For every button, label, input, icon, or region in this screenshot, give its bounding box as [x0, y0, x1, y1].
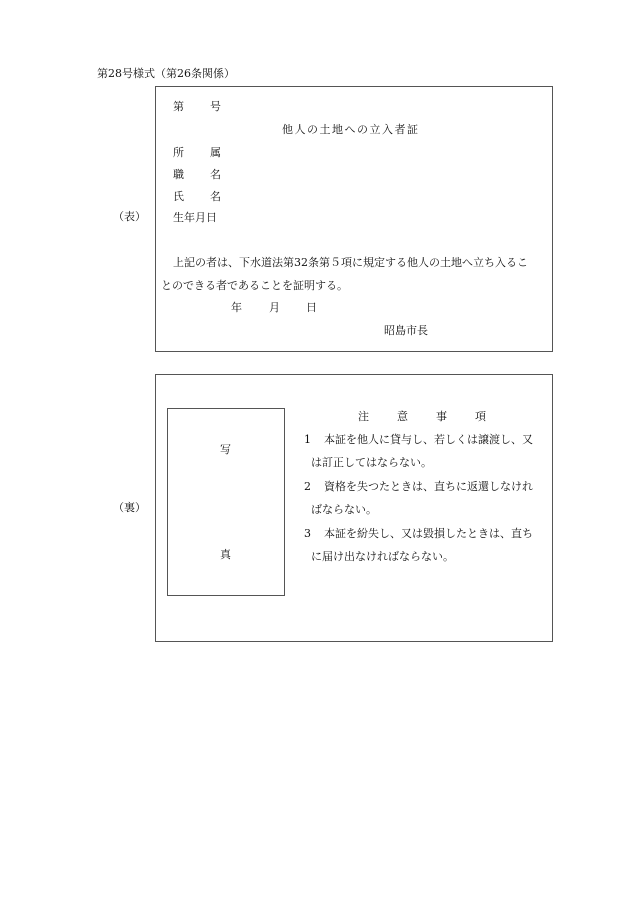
back-side-label: （裏） — [113, 501, 146, 514]
field-name-char-2: 名 — [210, 190, 221, 203]
field-affiliation-char-2: 属 — [210, 146, 221, 159]
date-day-label: 日 — [306, 301, 317, 314]
note-3-line-1: 本証を紛失し、又は毀損したときは、直ち — [324, 527, 533, 540]
card-title: 他人の土地への立入者証 — [282, 123, 420, 136]
note-1-line-1: 本証を他人に貸与し、若しくは譲渡し、又 — [324, 433, 533, 446]
field-affiliation-char-1: 所 — [173, 146, 184, 159]
note-2-line-1: 資格を失つたときは、直ちに返還しなけれ — [324, 480, 533, 493]
field-position-char-1: 職 — [173, 168, 184, 181]
certification-line-2: とのできる者であることを証明する。 — [161, 279, 348, 292]
note-1-number: 1 — [304, 433, 311, 446]
notes-heading-char-2: 意 — [397, 410, 408, 423]
form-title: 第28号様式（第26条関係） — [97, 67, 235, 80]
number-label-first: 第 — [173, 100, 184, 113]
note-2-line-2: ばならない。 — [311, 503, 377, 516]
issuer-name: 昭島市長 — [384, 324, 428, 337]
photo-char-1: 写 — [220, 443, 231, 456]
note-1-line-2: は訂正してはならない。 — [311, 456, 432, 469]
notes-heading-char-3: 事 — [436, 410, 447, 423]
note-3-number: 3 — [304, 527, 311, 540]
notes-heading-char-1: 注 — [358, 410, 369, 423]
notes-heading-char-4: 項 — [475, 410, 486, 423]
photo-char-2: 真 — [220, 548, 231, 561]
date-month-label: 月 — [269, 301, 280, 314]
field-name-char-1: 氏 — [173, 190, 184, 203]
number-label-second: 号 — [210, 100, 221, 113]
front-side-label: （表） — [113, 210, 146, 223]
field-position-char-2: 名 — [210, 168, 221, 181]
certification-line-1: 上記の者は、下水道法第32条第５項に規定する他人の土地へ立ち入るこ — [173, 256, 528, 269]
note-3-line-2: に届け出なければならない。 — [311, 550, 454, 563]
note-2-number: 2 — [304, 480, 311, 493]
field-birthdate-label: 生年月日 — [173, 211, 217, 224]
date-year-label: 年 — [231, 301, 242, 314]
photo-placeholder — [167, 408, 285, 596]
